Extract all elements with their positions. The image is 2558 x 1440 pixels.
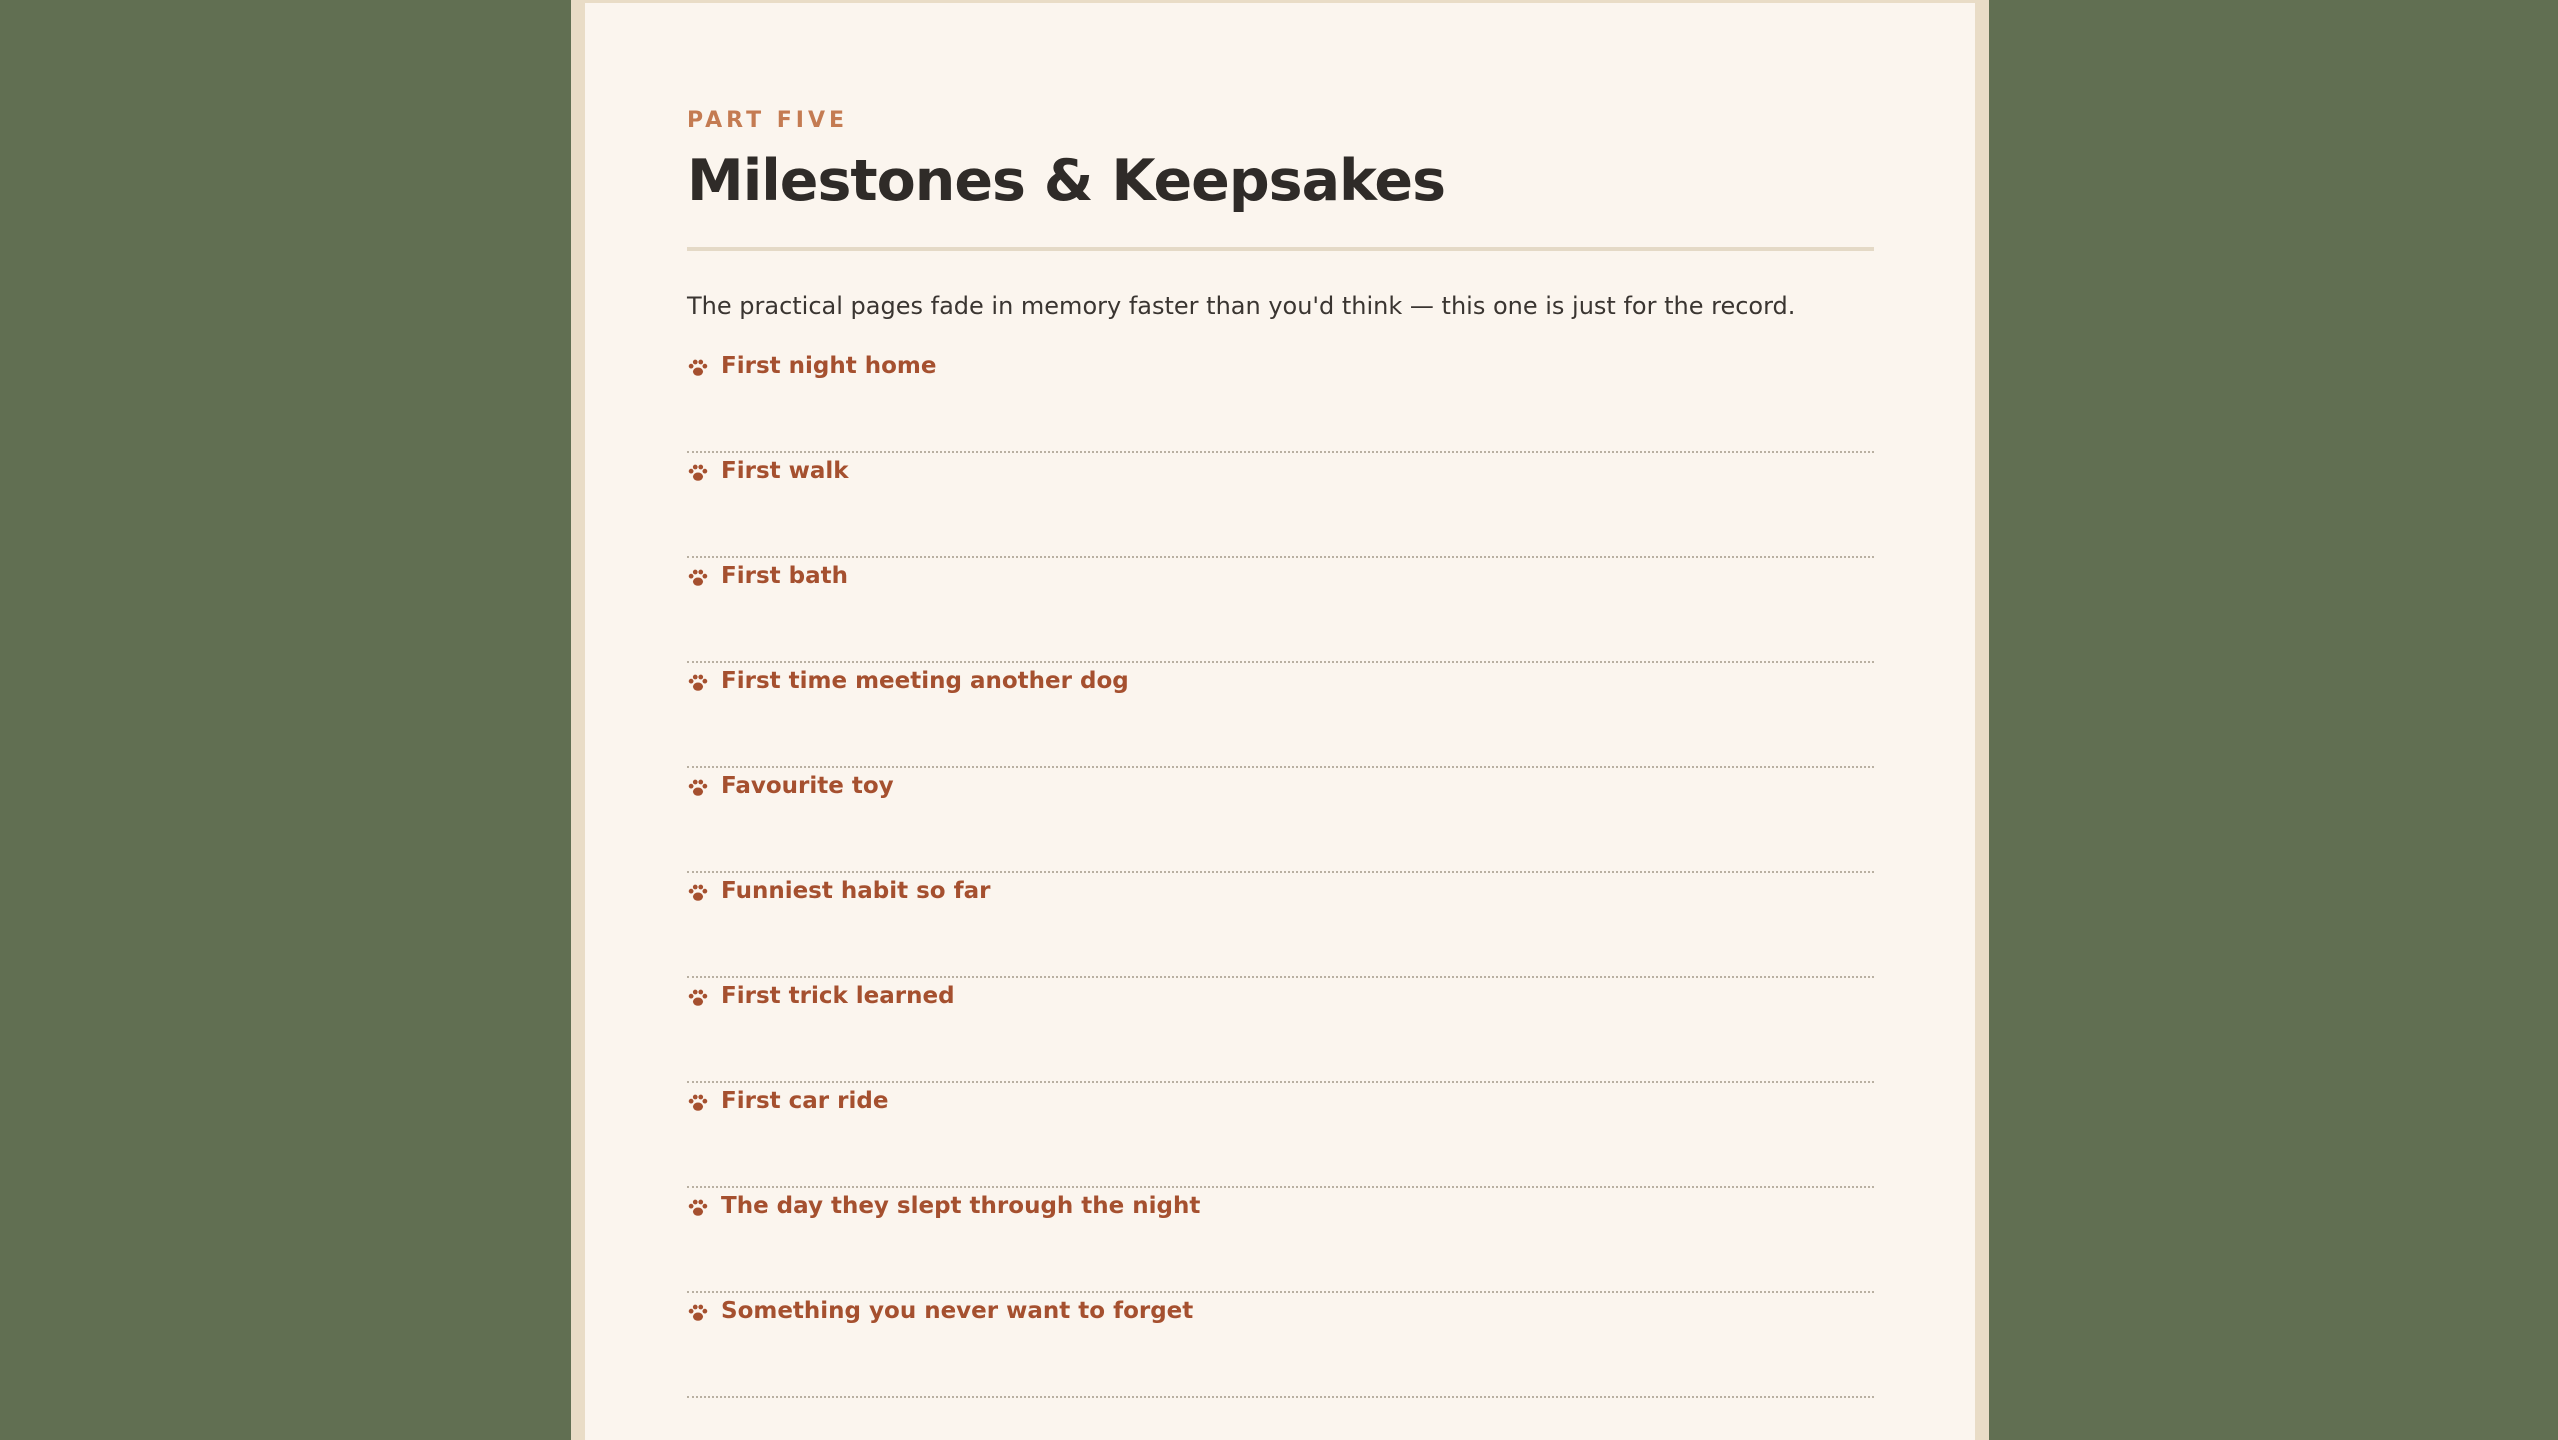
milestone-label: First trick learned bbox=[721, 983, 955, 1009]
paw-icon bbox=[687, 462, 709, 484]
milestone-label: Something you never want to forget bbox=[721, 1298, 1194, 1324]
milestone-item[interactable] bbox=[687, 978, 1874, 1083]
milestone-list bbox=[687, 348, 1874, 1398]
milestone-item[interactable] bbox=[687, 348, 1874, 453]
milestone-label: First night home bbox=[721, 353, 937, 379]
paw-icon bbox=[687, 1197, 709, 1219]
paw-icon bbox=[687, 567, 709, 589]
page-frame bbox=[571, 0, 1989, 1440]
document-page bbox=[585, 3, 1975, 1440]
milestone-label: First car ride bbox=[721, 1088, 889, 1114]
milestone-label: Favourite toy bbox=[721, 773, 894, 799]
paw-icon bbox=[687, 1302, 709, 1324]
milestone-item[interactable] bbox=[687, 1083, 1874, 1188]
milestone-label: First time meeting another dog bbox=[721, 668, 1129, 694]
paw-icon bbox=[687, 777, 709, 799]
paw-icon bbox=[687, 882, 709, 904]
title-divider bbox=[687, 247, 1874, 251]
milestone-item[interactable] bbox=[687, 1188, 1874, 1293]
milestone-item[interactable] bbox=[687, 873, 1874, 978]
milestone-label: The day they slept through the night bbox=[721, 1193, 1201, 1219]
milestone-label: Funniest habit so far bbox=[721, 878, 991, 904]
paw-icon bbox=[687, 1092, 709, 1114]
milestone-label: First walk bbox=[721, 458, 849, 484]
milestone-item[interactable] bbox=[687, 453, 1874, 558]
paw-icon bbox=[687, 987, 709, 1009]
milestone-label: First bath bbox=[721, 563, 848, 589]
paw-icon bbox=[687, 357, 709, 379]
milestone-item[interactable] bbox=[687, 768, 1874, 873]
milestone-item[interactable] bbox=[687, 663, 1874, 768]
section-eyebrow: PART FIVE bbox=[687, 108, 849, 133]
paw-icon bbox=[687, 672, 709, 694]
milestone-item[interactable] bbox=[687, 558, 1874, 663]
intro-text: The practical pages fade in memory faster than you'd think — this one is just for the record. bbox=[687, 292, 1796, 320]
page-title: Milestones & Keepsakes bbox=[687, 148, 1445, 214]
milestone-item[interactable] bbox=[687, 1293, 1874, 1398]
